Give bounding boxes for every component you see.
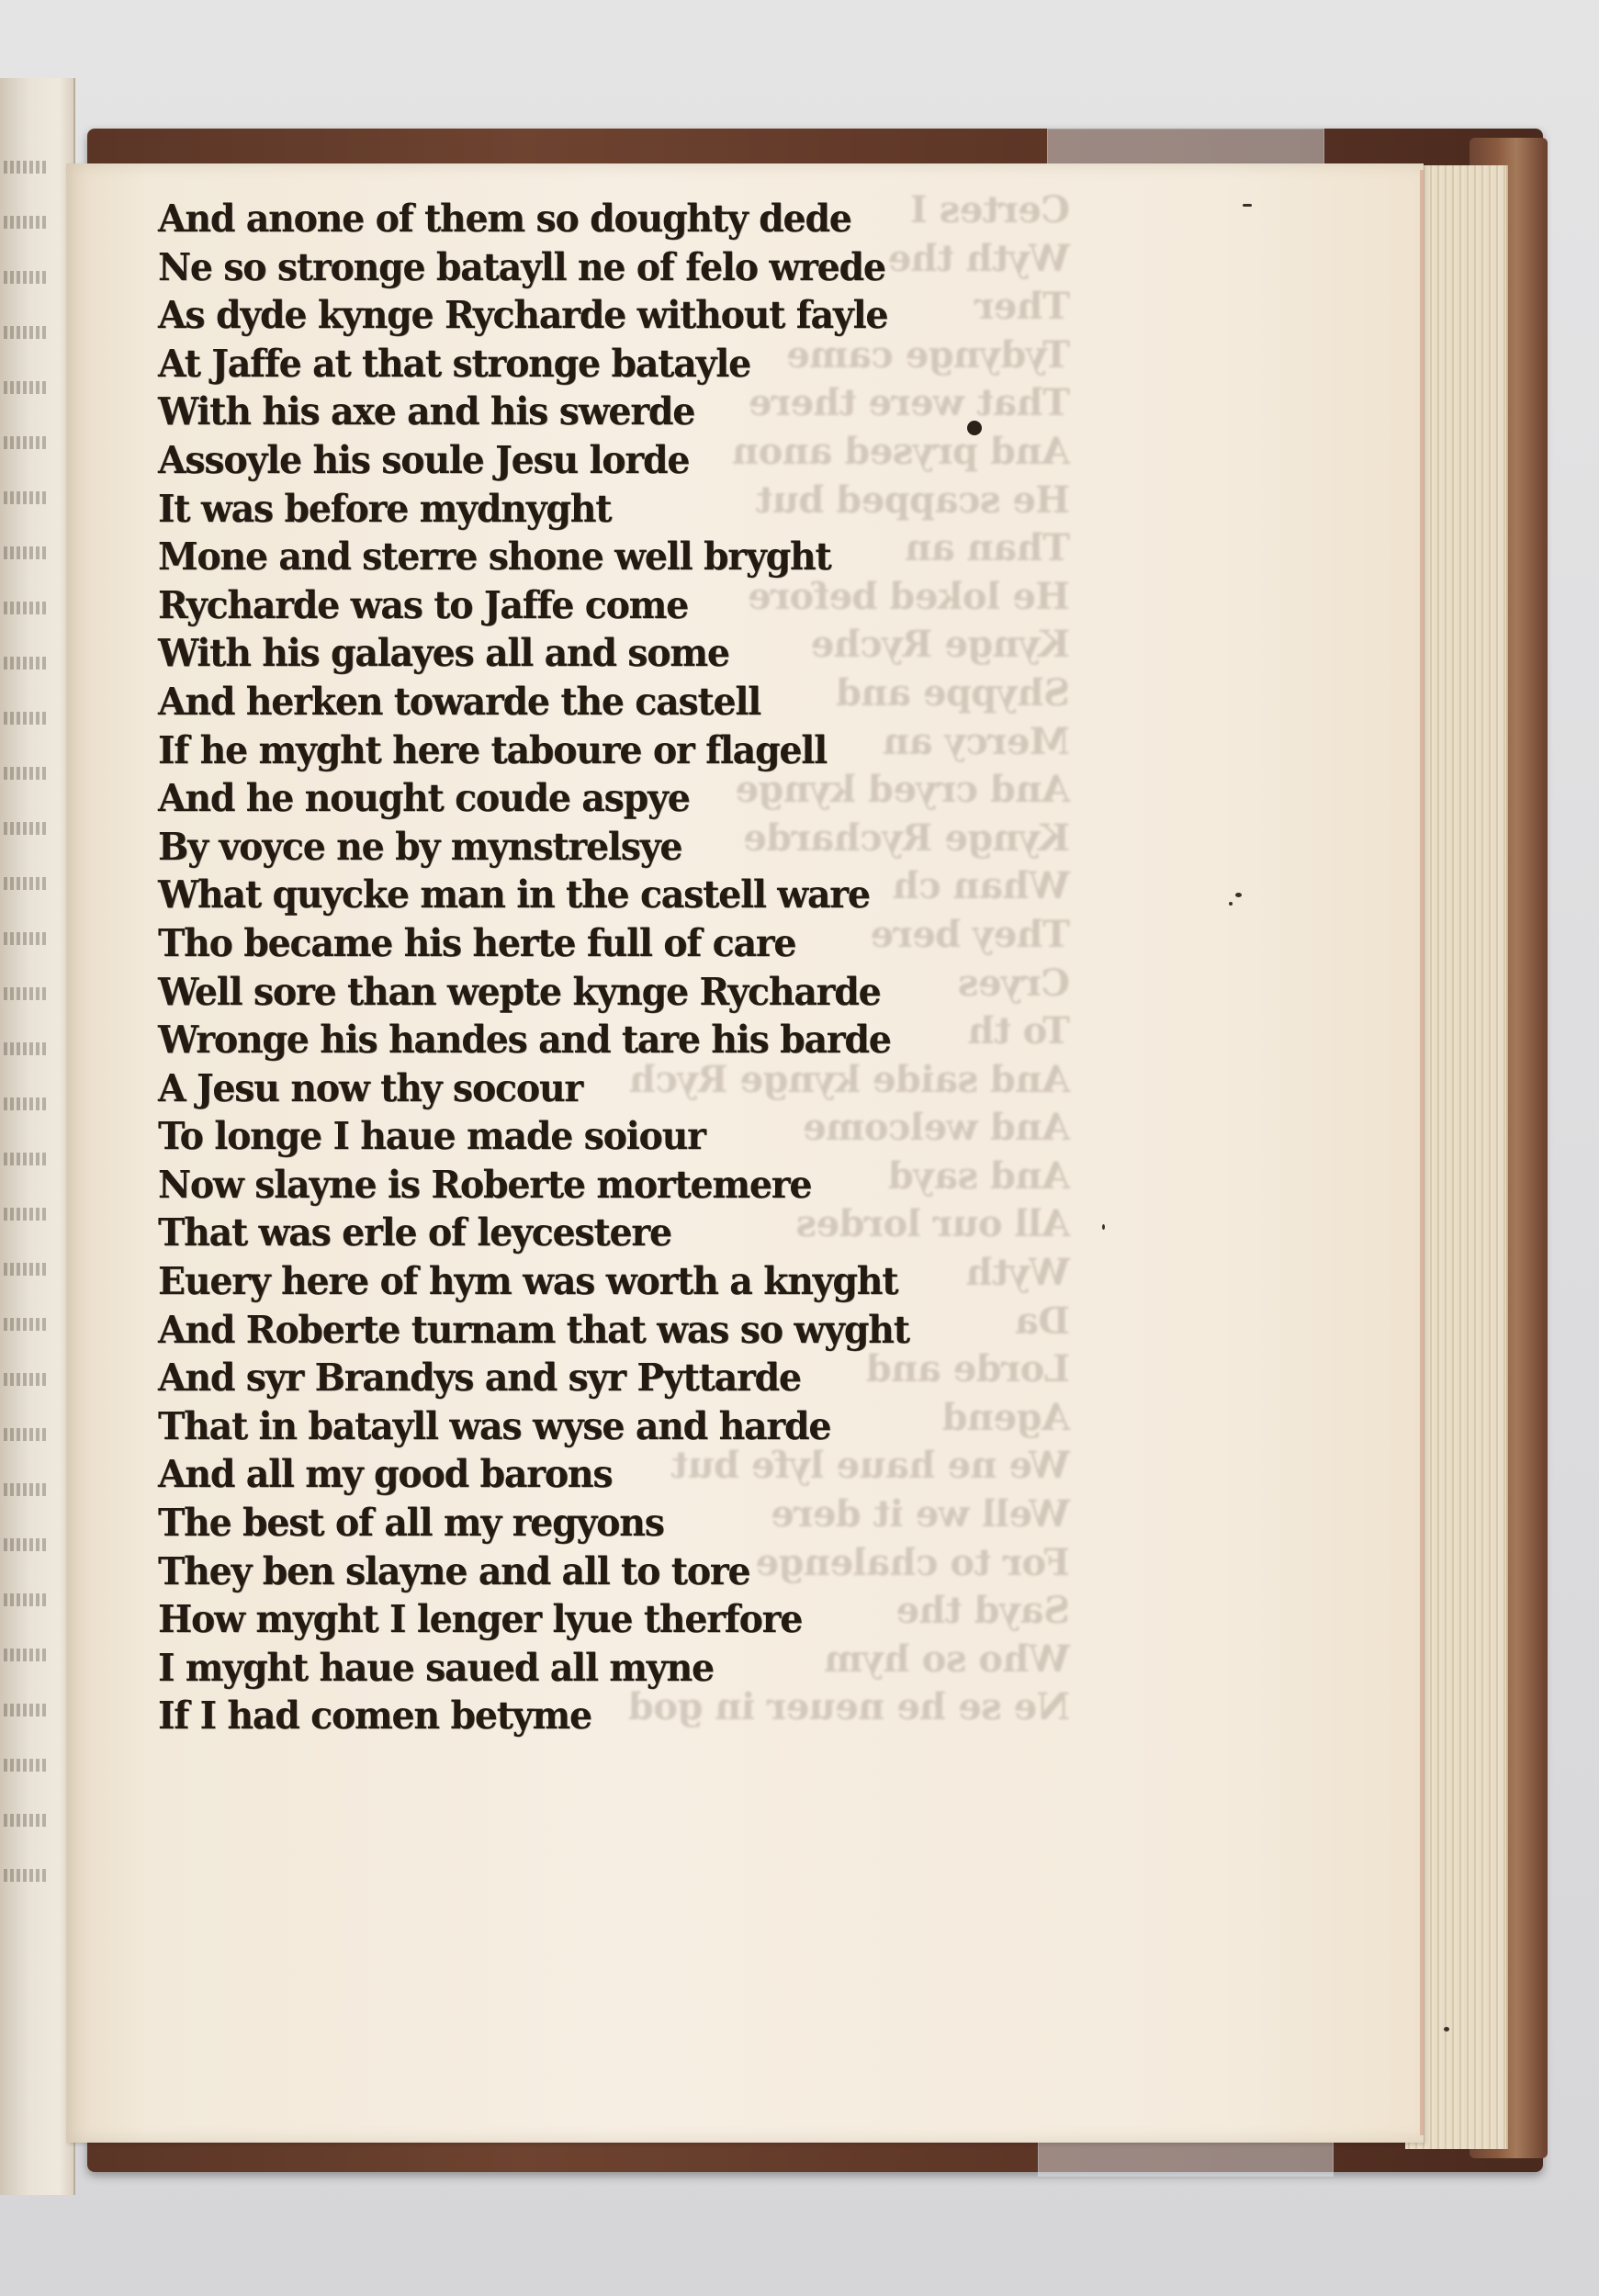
verse-line: How myght I lenger lyue therfore (158, 1597, 803, 1642)
verse-line: I myght haue saued all myne (158, 1645, 714, 1690)
verse-line: And herken towarde the castell (158, 679, 760, 724)
verse-line: That in batayll was wyse and harde (158, 1403, 831, 1448)
verse-text-block (158, 195, 1030, 1740)
verse-line: Assoyle his soule Jesu lorde (158, 437, 690, 482)
previous-leaf-edge (0, 78, 75, 2195)
verse-line: The best of all my regyons (158, 1501, 664, 1546)
verse-line: At Jaffe at that stronge batayle (158, 341, 750, 386)
wormhole (967, 421, 982, 435)
paper-speck (1229, 902, 1233, 906)
verse-line: With his axe and his swerde (158, 389, 695, 434)
verse-line: If I had comen betyme (158, 1694, 591, 1739)
verse-line: Well sore than wepte kynge Rycharde (158, 969, 881, 1014)
verse-line: And he nought coude aspye (158, 776, 690, 821)
verse-line: And Roberte turnam that was so wyght (158, 1307, 909, 1352)
paper-speck (1243, 204, 1252, 207)
verse-line: And all my good barons (158, 1452, 613, 1497)
verse-line: Now slayne is Roberte mortemere (158, 1162, 812, 1207)
verse-line: As dyde kynge Rycharde without fayle (158, 293, 888, 338)
verse-line: That was erle of leycestere (158, 1210, 671, 1255)
verse-line: What quycke man in the castell ware (158, 872, 870, 917)
verse-line: A Jesu now thy socour (158, 1065, 583, 1110)
verse-line: Wronge his handes and tare his barde (158, 1018, 891, 1063)
verse-line: Tho became his herte full of care (158, 920, 796, 965)
verse-line: It was before mydnyght (158, 486, 612, 531)
paper-speck (1444, 2027, 1449, 2032)
paper-speck (1235, 893, 1242, 897)
verse-line: Ne so stronge batayll ne of felo wrede (158, 244, 885, 289)
verse-line: By voyce ne by mynstrelsye (158, 824, 682, 869)
verse-line: To longe I haue made soiour (158, 1114, 705, 1159)
verse-line: Mone and sterre shone well bryght (158, 535, 831, 580)
paper-speck (1102, 1224, 1105, 1230)
verse-line: They ben slayne and all to tore (158, 1548, 750, 1593)
verse-line: And anone of them so doughty dede (158, 197, 851, 241)
verse-line: And syr Brandys and syr Pyttarde (158, 1356, 801, 1401)
verse-line: Euery here of hym was worth a knyght (158, 1259, 898, 1304)
page-edge-tint (1420, 170, 1424, 2135)
verse-line: Rycharde was to Jaffe come (158, 582, 689, 627)
verse-line: With his galayes all and some (158, 631, 729, 676)
verse-line: If he myght here taboure or flagell (158, 727, 827, 772)
